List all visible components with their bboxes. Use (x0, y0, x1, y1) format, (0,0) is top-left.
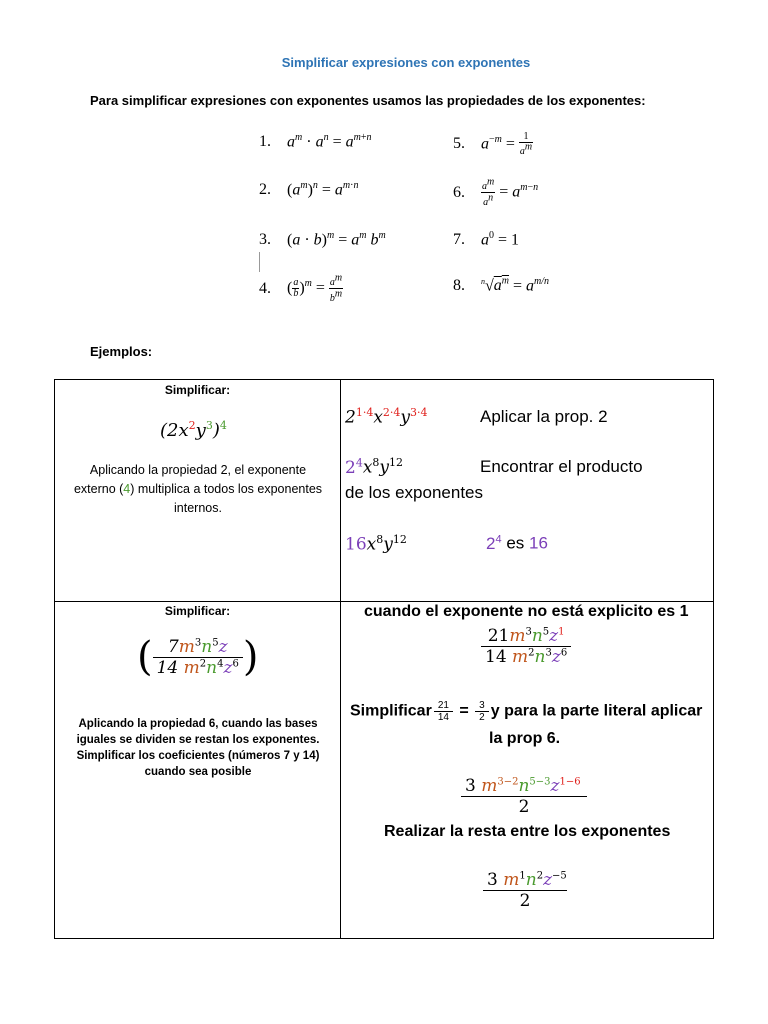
ex1-step3-note: $2^4$ es 16 (486, 533, 548, 553)
page-title: Simplificar expresiones con exponentes (281, 55, 531, 70)
ex2-note3: Realizar la resta entre los exponentes (384, 823, 671, 840)
property-6: 6. $\frac{a^m}{a^n}$ = $a^{m-n}$ (453, 177, 539, 208)
property-5: 5. $a^{-m}$ = $\frac{1}{a^m}$ (453, 131, 533, 158)
ex1-step1-expression: $2^{1\cdot 4}x^{2\cdot 4}y^{3\cdot 4}$ (345, 406, 428, 428)
ex2-step1-expression: $\frac{21m^3n^5z^1}{14 m^2n^3z^6}$ (481, 626, 571, 667)
stray-bar (259, 252, 260, 272)
ex1-step2-note: Encontrar el producto (480, 457, 643, 476)
ex1-explanation: Aplicando la propiedad 2, el exponente externo (4) multiplica a todos los exponentes internos. (73, 463, 323, 515)
property-7: 7. $a^0 = 1$ (453, 230, 520, 249)
ex1-step2-note-cont: de los exponentes (345, 483, 483, 502)
examples-table (54, 379, 714, 939)
ex1-step3-expression: $16x^8y^{12}$ (345, 533, 407, 555)
properties-image (255, 124, 600, 304)
property-2: 2. $(a^m)^n = a^{m\cdot n}$ (259, 180, 359, 199)
ex2-note1: cuando el exponente no está explicito es 1 (364, 603, 689, 620)
ex2-note2-cont: la prop 6. (489, 730, 561, 747)
table-divider-horizontal (55, 601, 713, 602)
property-3: 3. $(a \cdot b)^m = a^m$ $b^m$ (259, 230, 386, 249)
ex2-explanation: Aplicando la propiedad 6, cuando las bases iguales se dividen se restan los exponentes. Simplificar los coeficientes (números 7 y 14) cuando sea posible (76, 718, 320, 778)
intro-text: Para simplificar expresiones con exponentes usamos las propiedades de los exponentes: (90, 93, 646, 108)
ex2-expression: ( $\frac{7m^3n^5z}{14 m^2n^4z^6}$ ) (137, 634, 259, 680)
ex1-step2-expression: $2^4x^8y^{12}$ (345, 456, 404, 478)
ex1-expression: $(2x^2y^3)^4$ (160, 419, 227, 441)
ex2-note2: Simplificar $\frac{21}{14}$ = $\frac{3}{2}$ y para la parte literal aplicar (350, 700, 703, 723)
ex2-step3-expression: $\frac{3 m^1n^2z^{-5}}{2}$ (483, 870, 567, 911)
property-8: 8. $^n√a^m = a^{m/n}$ (453, 276, 550, 295)
table-divider-vertical (340, 380, 341, 938)
property-4: 4. ( $\frac{a}{b}$ )$^m$ = $\frac{a^m}{b^m}$ (259, 273, 343, 304)
ex1-step1-note: Aplicar la prop. 2 (480, 407, 608, 426)
property-1: 1. $a^m \cdot a^n = a^{m+n}$ (259, 132, 372, 151)
ex2-label: Simplificar: (164, 604, 231, 618)
ejemplos-label: Ejemplos: (90, 344, 153, 359)
ex1-label: Simplificar: (164, 383, 231, 397)
ex2-step2-expression: $\frac{3 m^{3-2}n^{5-3}z^{1-6}}{2}$ (461, 776, 587, 817)
